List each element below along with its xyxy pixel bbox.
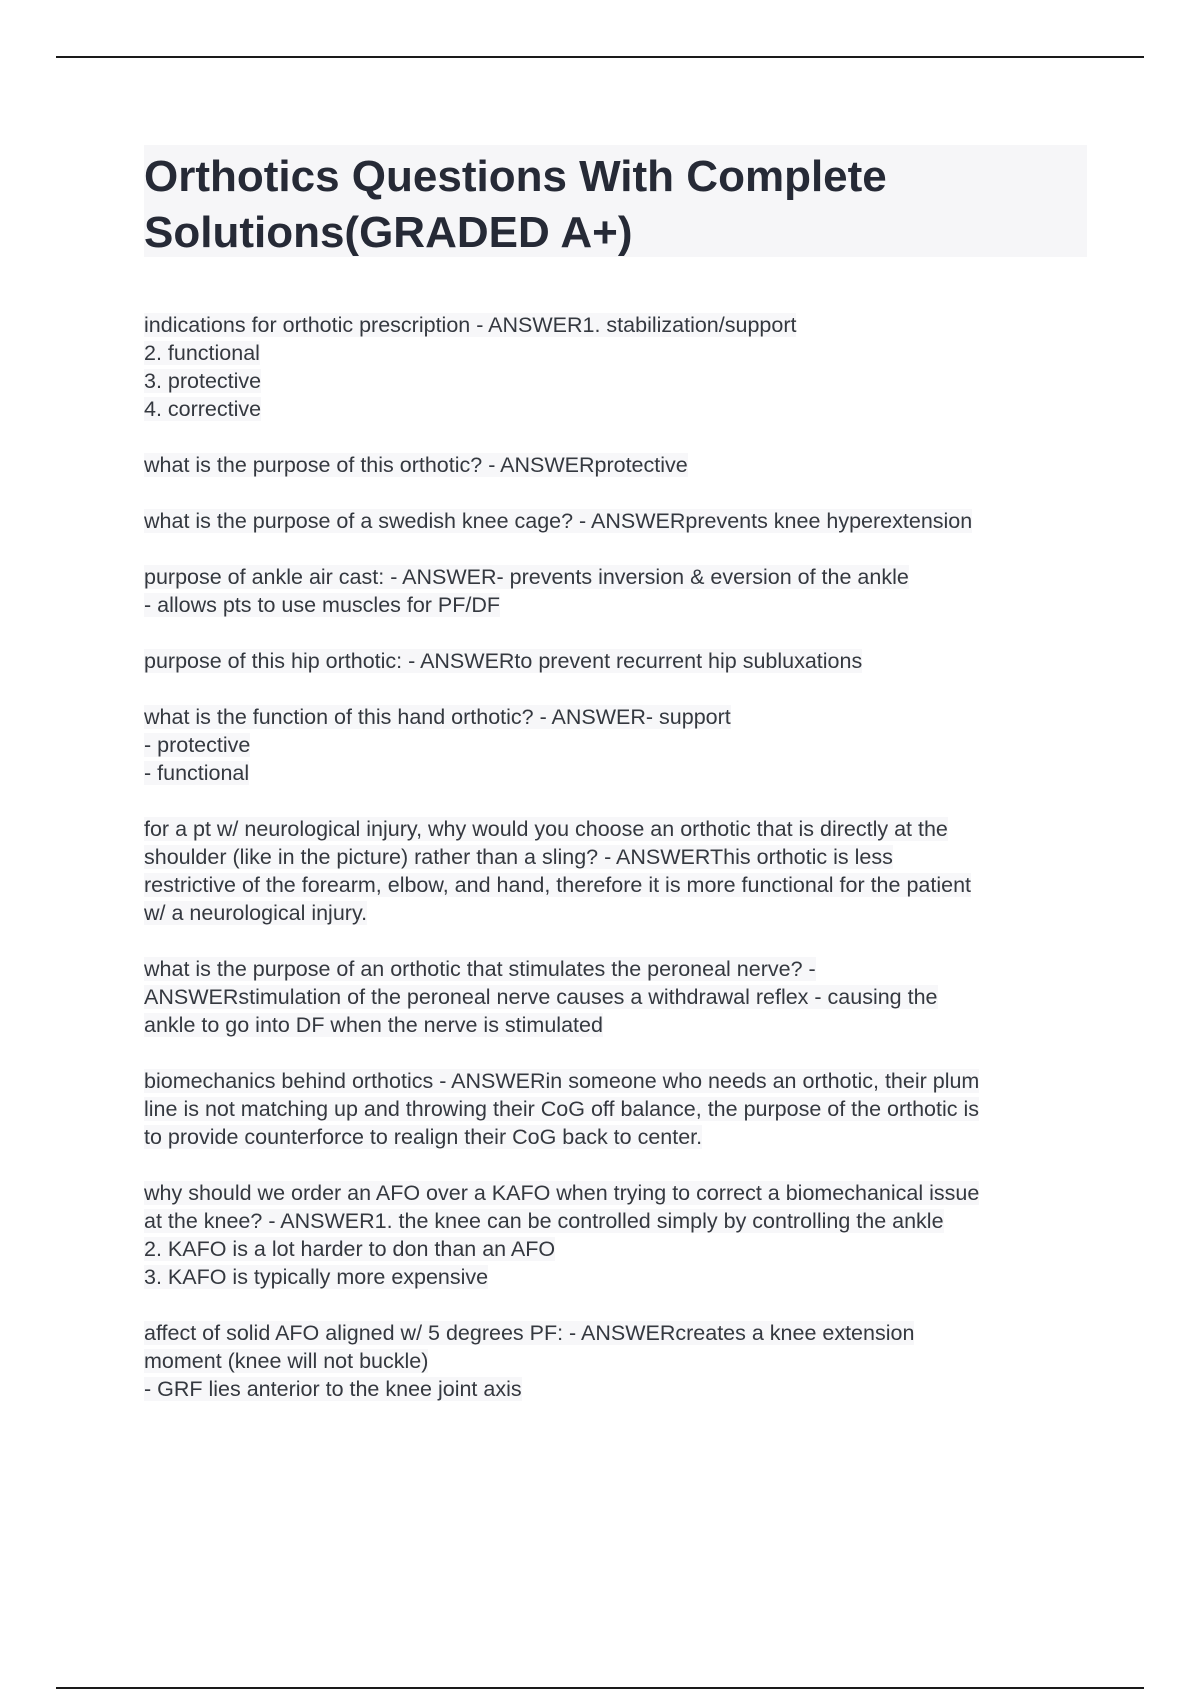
qa-line: restrictive of the forearm, elbow, and hand, therefore it is more functional for the patient: [144, 873, 971, 897]
qa-line: 3. protective: [144, 369, 262, 393]
qa-line: 4. corrective: [144, 397, 262, 421]
qa-line: what is the purpose of this orthotic? - ANSWERprotective: [144, 453, 688, 477]
qa-line: w/ a neurological injury.: [144, 901, 368, 925]
qa-line: 2. functional: [144, 341, 260, 365]
qa-line: indications for orthotic prescription - ANSWER1. stabilization/support: [144, 313, 797, 337]
footer-rule: [56, 1687, 1144, 1689]
header-rule: [56, 56, 1144, 58]
qa-line: purpose of this hip orthotic: - ANSWERto prevent recurrent hip subluxations: [144, 649, 863, 673]
qa-line: purpose of ankle air cast: - ANSWER- prevents inversion & eversion of the ankle: [144, 565, 909, 589]
qa-line: - protective: [144, 733, 251, 757]
qa-item: [144, 703, 1094, 787]
qa-line: biomechanics behind orthotics - ANSWERin someone who needs an orthotic, their plum: [144, 1069, 980, 1093]
qa-line: ANSWERstimulation of the peroneal nerve causes a withdrawal reflex - causing the: [144, 985, 938, 1009]
qa-line: to provide counterforce to realign their CoG back to center.: [144, 1125, 703, 1149]
qa-item: [144, 507, 1094, 535]
title-line: Solutions(GRADED A+): [144, 208, 633, 257]
qa-line: what is the purpose of an orthotic that stimulates the peroneal nerve? -: [144, 957, 816, 981]
qa-item: [144, 563, 1094, 619]
qa-list: [144, 311, 1094, 1431]
qa-line: moment (knee will not buckle): [144, 1349, 429, 1373]
qa-item: [144, 311, 1094, 423]
qa-item: [144, 815, 1094, 927]
title-block: [144, 145, 1087, 257]
document-title: [144, 145, 1087, 261]
qa-item: [144, 451, 1094, 479]
qa-line: shoulder (like in the picture) rather than a sling? - ANSWERThis orthotic is less: [144, 845, 893, 869]
qa-line: what is the function of this hand orthotic? - ANSWER- support: [144, 705, 731, 729]
qa-line: ankle to go into DF when the nerve is stimulated: [144, 1013, 603, 1037]
qa-line: why should we order an AFO over a KAFO when trying to correct a biomechanical issue: [144, 1181, 980, 1205]
qa-line: line is not matching up and throwing their CoG off balance, the purpose of the orthotic is: [144, 1097, 980, 1121]
qa-item: [144, 1067, 1094, 1151]
qa-line: affect of solid AFO aligned w/ 5 degrees PF: - ANSWERcreates a knee extension: [144, 1321, 915, 1345]
qa-line: for a pt w/ neurological injury, why would you choose an orthotic that is directly at the: [144, 817, 948, 841]
qa-line: at the knee? - ANSWER1. the knee can be controlled simply by controlling the ankle: [144, 1209, 944, 1233]
qa-item: [144, 647, 1094, 675]
qa-line: - functional: [144, 761, 250, 785]
qa-item: [144, 1319, 1094, 1403]
qa-line: 2. KAFO is a lot harder to don than an AFO: [144, 1237, 556, 1261]
qa-line: - GRF lies anterior to the knee joint axis: [144, 1377, 522, 1401]
title-line: Orthotics Questions With Complete: [144, 152, 887, 201]
qa-line: what is the purpose of a swedish knee cage? - ANSWERprevents knee hyperextension: [144, 509, 973, 533]
qa-line: 3. KAFO is typically more expensive: [144, 1265, 489, 1289]
qa-item: [144, 1179, 1094, 1291]
qa-item: [144, 955, 1094, 1039]
qa-line: - allows pts to use muscles for PF/DF: [144, 593, 501, 617]
